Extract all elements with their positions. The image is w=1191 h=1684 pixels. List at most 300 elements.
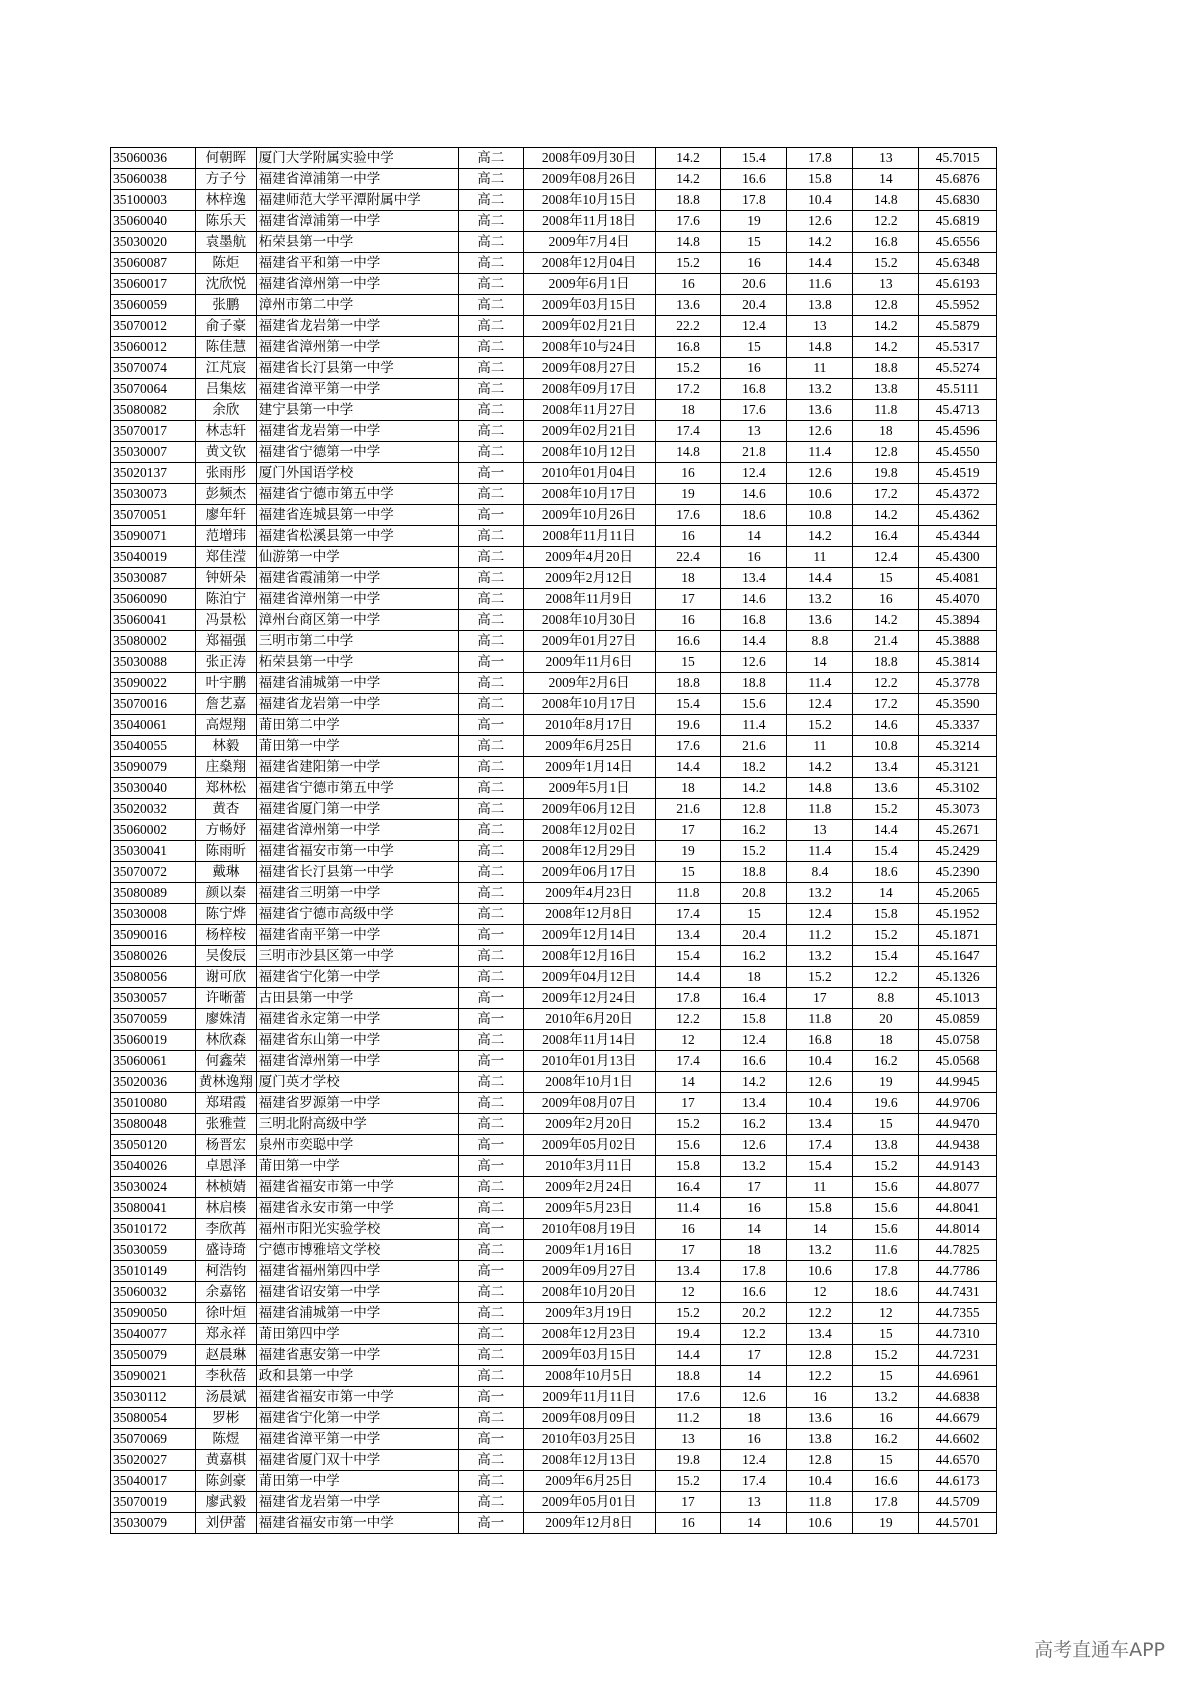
candidate-id-cell: 35060038 <box>111 169 196 190</box>
student-name-cell: 林启楱 <box>196 1198 257 1219</box>
score-4-cell: 18.8 <box>853 652 919 673</box>
student-name-cell: 方畅妤 <box>196 820 257 841</box>
grade-cell: 高二 <box>458 379 523 400</box>
score-2-cell: 12.4 <box>721 463 787 484</box>
candidate-id-cell: 35080054 <box>111 1408 196 1429</box>
school-cell: 仙游第一中学 <box>256 547 458 568</box>
score-2-cell: 15.6 <box>721 694 787 715</box>
total-score-cell: 45.3337 <box>919 715 997 736</box>
table-row <box>111 379 997 400</box>
score-3-cell: 13.2 <box>787 946 853 967</box>
score-1-cell: 15.4 <box>655 946 721 967</box>
birth-date-cell: 2009年08月27日 <box>523 358 655 379</box>
score-2-cell: 21.6 <box>721 736 787 757</box>
score-3-cell: 13.2 <box>787 379 853 400</box>
grade-cell: 高一 <box>458 1513 523 1534</box>
score-3-cell: 12.8 <box>787 1345 853 1366</box>
score-4-cell: 18.6 <box>853 862 919 883</box>
score-1-cell: 18.8 <box>655 1366 721 1387</box>
grade-cell: 高二 <box>458 967 523 988</box>
grade-cell: 高二 <box>458 169 523 190</box>
total-score-cell: 45.1952 <box>919 904 997 925</box>
candidate-id-cell: 35060061 <box>111 1051 196 1072</box>
score-1-cell: 17 <box>655 1093 721 1114</box>
table-row <box>111 841 997 862</box>
student-name-cell: 张雨彤 <box>196 463 257 484</box>
total-score-cell: 45.3214 <box>919 736 997 757</box>
score-3-cell: 12.2 <box>787 1303 853 1324</box>
score-2-cell: 16 <box>721 547 787 568</box>
total-score-cell: 45.5952 <box>919 295 997 316</box>
score-1-cell: 19.8 <box>655 1450 721 1471</box>
birth-date-cell: 2009年12月8日 <box>523 1513 655 1534</box>
candidate-id-cell: 35080056 <box>111 967 196 988</box>
total-score-cell: 44.6602 <box>919 1429 997 1450</box>
school-cell: 福建省宁德第一中学 <box>256 442 458 463</box>
school-cell: 政和县第一中学 <box>256 1366 458 1387</box>
candidate-id-cell: 35040061 <box>111 715 196 736</box>
score-4-cell: 10.8 <box>853 736 919 757</box>
score-2-cell: 17.8 <box>721 1261 787 1282</box>
score-4-cell: 15.4 <box>853 841 919 862</box>
birth-date-cell: 2008年10月17日 <box>523 484 655 505</box>
score-2-cell: 14.2 <box>721 1072 787 1093</box>
school-cell: 福建省漳浦第一中学 <box>256 211 458 232</box>
student-name-cell: 余嘉铭 <box>196 1282 257 1303</box>
birth-date-cell: 2008年12月04日 <box>523 253 655 274</box>
student-name-cell: 陈雨昕 <box>196 841 257 862</box>
school-cell: 福建省漳州第一中学 <box>256 337 458 358</box>
score-sheet <box>110 147 997 1534</box>
student-name-cell: 张雅萱 <box>196 1114 257 1135</box>
score-3-cell: 11 <box>787 736 853 757</box>
score-2-cell: 16 <box>721 253 787 274</box>
birth-date-cell: 2009年02月21日 <box>523 316 655 337</box>
grade-cell: 高一 <box>458 1051 523 1072</box>
table-row <box>111 1450 997 1471</box>
grade-cell: 高二 <box>458 946 523 967</box>
score-3-cell: 17 <box>787 988 853 1009</box>
total-score-cell: 45.1013 <box>919 988 997 1009</box>
birth-date-cell: 2008年10月15日 <box>523 190 655 211</box>
school-cell: 漳州台商区第一中学 <box>256 610 458 631</box>
score-1-cell: 12.2 <box>655 1009 721 1030</box>
student-name-cell: 杨梓桉 <box>196 925 257 946</box>
score-1-cell: 14.2 <box>655 169 721 190</box>
table-row <box>111 778 997 799</box>
score-3-cell: 13.6 <box>787 610 853 631</box>
score-3-cell: 11 <box>787 358 853 379</box>
birth-date-cell: 2009年08月09日 <box>523 1408 655 1429</box>
score-3-cell: 12.2 <box>787 1366 853 1387</box>
student-name-cell: 吕集炫 <box>196 379 257 400</box>
student-name-cell: 廖姝清 <box>196 1009 257 1030</box>
student-name-cell: 陈煜 <box>196 1429 257 1450</box>
birth-date-cell: 2009年09月27日 <box>523 1261 655 1282</box>
birth-date-cell: 2008年11月18日 <box>523 211 655 232</box>
student-name-cell: 林欣森 <box>196 1030 257 1051</box>
score-2-cell: 14.4 <box>721 631 787 652</box>
grade-cell: 高二 <box>458 1114 523 1135</box>
school-cell: 漳州市第二中学 <box>256 295 458 316</box>
score-1-cell: 15.2 <box>655 358 721 379</box>
table-row <box>111 547 997 568</box>
score-2-cell: 15.2 <box>721 841 787 862</box>
table-row <box>111 589 997 610</box>
grade-cell: 高二 <box>458 1450 523 1471</box>
score-3-cell: 13.2 <box>787 883 853 904</box>
total-score-cell: 44.5709 <box>919 1492 997 1513</box>
score-1-cell: 15.2 <box>655 1303 721 1324</box>
student-name-cell: 卓恩泽 <box>196 1156 257 1177</box>
score-2-cell: 14.2 <box>721 778 787 799</box>
birth-date-cell: 2009年2月6日 <box>523 673 655 694</box>
score-3-cell: 10.4 <box>787 1471 853 1492</box>
candidate-id-cell: 35070072 <box>111 862 196 883</box>
score-3-cell: 11.8 <box>787 799 853 820</box>
total-score-cell: 44.9438 <box>919 1135 997 1156</box>
student-name-cell: 罗彬 <box>196 1408 257 1429</box>
grade-cell: 高一 <box>458 505 523 526</box>
score-3-cell: 10.6 <box>787 1261 853 1282</box>
score-3-cell: 14.2 <box>787 757 853 778</box>
score-4-cell: 15 <box>853 568 919 589</box>
student-name-cell: 何朝晖 <box>196 148 257 169</box>
score-1-cell: 18 <box>655 568 721 589</box>
grade-cell: 高一 <box>458 1009 523 1030</box>
birth-date-cell: 2008年10月1日 <box>523 1072 655 1093</box>
birth-date-cell: 2009年7月4日 <box>523 232 655 253</box>
score-4-cell: 14.8 <box>853 190 919 211</box>
student-name-cell: 林志轩 <box>196 421 257 442</box>
grade-cell: 高二 <box>458 1492 523 1513</box>
score-2-cell: 16.8 <box>721 610 787 631</box>
birth-date-cell: 2010年08月19日 <box>523 1219 655 1240</box>
score-1-cell: 15.4 <box>655 694 721 715</box>
birth-date-cell: 2008年12月23日 <box>523 1324 655 1345</box>
birth-date-cell: 2008年12月02日 <box>523 820 655 841</box>
candidate-id-cell: 35040055 <box>111 736 196 757</box>
school-cell: 莆田第四中学 <box>256 1324 458 1345</box>
score-3-cell: 12.4 <box>787 694 853 715</box>
school-cell: 福建省龙岩第一中学 <box>256 421 458 442</box>
table-row <box>111 1282 997 1303</box>
table-row <box>111 148 997 169</box>
table-row <box>111 610 997 631</box>
score-3-cell: 12.6 <box>787 211 853 232</box>
score-1-cell: 11.2 <box>655 1408 721 1429</box>
score-4-cell: 16.2 <box>853 1051 919 1072</box>
table-row <box>111 484 997 505</box>
score-4-cell: 14.4 <box>853 820 919 841</box>
score-2-cell: 16.2 <box>721 820 787 841</box>
total-score-cell: 45.0568 <box>919 1051 997 1072</box>
student-name-cell: 郑珺霞 <box>196 1093 257 1114</box>
score-1-cell: 17 <box>655 820 721 841</box>
grade-cell: 高一 <box>458 1219 523 1240</box>
grade-cell: 高二 <box>458 1471 523 1492</box>
candidate-id-cell: 35080089 <box>111 883 196 904</box>
score-2-cell: 17.6 <box>721 400 787 421</box>
school-cell: 福建省松溪县第一中学 <box>256 526 458 547</box>
student-name-cell: 郑林松 <box>196 778 257 799</box>
grade-cell: 高一 <box>458 1261 523 1282</box>
candidate-id-cell: 35070017 <box>111 421 196 442</box>
school-cell: 厦门外国语学校 <box>256 463 458 484</box>
score-3-cell: 10.4 <box>787 1051 853 1072</box>
grade-cell: 高二 <box>458 589 523 610</box>
total-score-cell: 45.3590 <box>919 694 997 715</box>
score-4-cell: 16.2 <box>853 1429 919 1450</box>
school-cell: 福建省漳州第一中学 <box>256 1051 458 1072</box>
score-4-cell: 15.6 <box>853 1219 919 1240</box>
score-1-cell: 19.6 <box>655 715 721 736</box>
table-row <box>111 1324 997 1345</box>
score-1-cell: 17.6 <box>655 505 721 526</box>
score-3-cell: 14.8 <box>787 778 853 799</box>
score-4-cell: 18.8 <box>853 358 919 379</box>
score-1-cell: 16.8 <box>655 337 721 358</box>
total-score-cell: 45.3121 <box>919 757 997 778</box>
score-4-cell: 20 <box>853 1009 919 1030</box>
grade-cell: 高一 <box>458 1387 523 1408</box>
grade-cell: 高二 <box>458 337 523 358</box>
candidate-id-cell: 35030088 <box>111 652 196 673</box>
score-4-cell: 15.2 <box>853 799 919 820</box>
score-1-cell: 13.4 <box>655 1261 721 1282</box>
score-3-cell: 10.6 <box>787 484 853 505</box>
candidate-id-cell: 35090022 <box>111 673 196 694</box>
score-3-cell: 10.4 <box>787 1093 853 1114</box>
score-3-cell: 12.8 <box>787 1450 853 1471</box>
birth-date-cell: 2009年11月6日 <box>523 652 655 673</box>
school-cell: 福建省惠安第一中学 <box>256 1345 458 1366</box>
score-3-cell: 10.6 <box>787 1513 853 1534</box>
school-cell: 福建省漳州第一中学 <box>256 820 458 841</box>
student-name-cell: 廖武毅 <box>196 1492 257 1513</box>
table-row <box>111 736 997 757</box>
birth-date-cell: 2009年1月14日 <box>523 757 655 778</box>
birth-date-cell: 2009年6月1日 <box>523 274 655 295</box>
total-score-cell: 45.5274 <box>919 358 997 379</box>
score-2-cell: 13.4 <box>721 568 787 589</box>
student-name-cell: 谢可欣 <box>196 967 257 988</box>
table-row <box>111 295 997 316</box>
grade-cell: 高二 <box>458 799 523 820</box>
student-name-cell: 沈欣悦 <box>196 274 257 295</box>
school-cell: 福建省漳平第一中学 <box>256 1429 458 1450</box>
score-1-cell: 13.4 <box>655 925 721 946</box>
birth-date-cell: 2010年01月13日 <box>523 1051 655 1072</box>
birth-date-cell: 2009年01月27日 <box>523 631 655 652</box>
school-cell: 三明北附高级中学 <box>256 1114 458 1135</box>
grade-cell: 高二 <box>458 148 523 169</box>
school-cell: 福建省罗源第一中学 <box>256 1093 458 1114</box>
score-4-cell: 14.2 <box>853 337 919 358</box>
total-score-cell: 45.3888 <box>919 631 997 652</box>
score-4-cell: 15 <box>853 1324 919 1345</box>
table-row <box>111 253 997 274</box>
score-1-cell: 14.8 <box>655 232 721 253</box>
candidate-id-cell: 35060012 <box>111 337 196 358</box>
school-cell: 福建省连城县第一中学 <box>256 505 458 526</box>
candidate-id-cell: 35070012 <box>111 316 196 337</box>
score-1-cell: 14.4 <box>655 967 721 988</box>
total-score-cell: 44.9945 <box>919 1072 997 1093</box>
score-1-cell: 11.8 <box>655 883 721 904</box>
school-cell: 莆田第一中学 <box>256 1471 458 1492</box>
score-3-cell: 11.4 <box>787 442 853 463</box>
score-2-cell: 16.4 <box>721 988 787 1009</box>
total-score-cell: 45.6876 <box>919 169 997 190</box>
school-cell: 福州市阳光实验学校 <box>256 1219 458 1240</box>
score-3-cell: 13.6 <box>787 1408 853 1429</box>
score-1-cell: 15.2 <box>655 1114 721 1135</box>
score-1-cell: 18 <box>655 778 721 799</box>
score-1-cell: 18.8 <box>655 190 721 211</box>
total-score-cell: 44.8041 <box>919 1198 997 1219</box>
table-row <box>111 1114 997 1135</box>
grade-cell: 高二 <box>458 1303 523 1324</box>
student-name-cell: 盛诗琦 <box>196 1240 257 1261</box>
birth-date-cell: 2008年10月12日 <box>523 442 655 463</box>
score-4-cell: 15.2 <box>853 1156 919 1177</box>
score-4-cell: 12.8 <box>853 295 919 316</box>
birth-date-cell: 2008年11月9日 <box>523 589 655 610</box>
score-4-cell: 18.6 <box>853 1282 919 1303</box>
candidate-id-cell: 35070019 <box>111 1492 196 1513</box>
total-score-cell: 45.1871 <box>919 925 997 946</box>
school-cell: 柘荣县第一中学 <box>256 652 458 673</box>
table-row <box>111 211 997 232</box>
score-3-cell: 11.2 <box>787 925 853 946</box>
school-cell: 建宁县第一中学 <box>256 400 458 421</box>
score-2-cell: 15.8 <box>721 1009 787 1030</box>
score-2-cell: 16 <box>721 358 787 379</box>
table-row <box>111 1240 997 1261</box>
table-row <box>111 1177 997 1198</box>
candidate-id-cell: 35090016 <box>111 925 196 946</box>
total-score-cell: 45.3073 <box>919 799 997 820</box>
total-score-cell: 45.4300 <box>919 547 997 568</box>
score-3-cell: 12.6 <box>787 1072 853 1093</box>
score-2-cell: 18 <box>721 1240 787 1261</box>
candidate-id-cell: 35060041 <box>111 610 196 631</box>
birth-date-cell: 2010年01月04日 <box>523 463 655 484</box>
school-cell: 福建省宁德市高级中学 <box>256 904 458 925</box>
score-3-cell: 13.4 <box>787 1324 853 1345</box>
table-row <box>111 1261 997 1282</box>
score-4-cell: 15.2 <box>853 1345 919 1366</box>
candidate-id-cell: 35080041 <box>111 1198 196 1219</box>
score-4-cell: 13 <box>853 274 919 295</box>
total-score-cell: 45.4070 <box>919 589 997 610</box>
birth-date-cell: 2008年12月8日 <box>523 904 655 925</box>
student-name-cell: 詹艺嘉 <box>196 694 257 715</box>
score-1-cell: 11.4 <box>655 1198 721 1219</box>
student-name-cell: 俞子豪 <box>196 316 257 337</box>
score-4-cell: 15 <box>853 1450 919 1471</box>
score-1-cell: 17.4 <box>655 1051 721 1072</box>
candidate-id-cell: 35030059 <box>111 1240 196 1261</box>
birth-date-cell: 2009年2月12日 <box>523 568 655 589</box>
student-name-cell: 郑永祥 <box>196 1324 257 1345</box>
score-3-cell: 13.4 <box>787 1114 853 1135</box>
birth-date-cell: 2008年10月30日 <box>523 610 655 631</box>
total-score-cell: 45.1326 <box>919 967 997 988</box>
school-cell: 宁德市博雅培文学校 <box>256 1240 458 1261</box>
school-cell: 福建省平和第一中学 <box>256 253 458 274</box>
score-2-cell: 17 <box>721 1177 787 1198</box>
birth-date-cell: 2009年12月14日 <box>523 925 655 946</box>
score-1-cell: 19.4 <box>655 1324 721 1345</box>
candidate-id-cell: 35030008 <box>111 904 196 925</box>
school-cell: 福建省福安市第一中学 <box>256 841 458 862</box>
score-2-cell: 17.4 <box>721 1471 787 1492</box>
score-4-cell: 15.4 <box>853 946 919 967</box>
score-2-cell: 14.6 <box>721 484 787 505</box>
student-name-cell: 高煜翔 <box>196 715 257 736</box>
candidate-id-cell: 35070074 <box>111 358 196 379</box>
score-4-cell: 13.2 <box>853 1387 919 1408</box>
score-1-cell: 12 <box>655 1030 721 1051</box>
total-score-cell: 45.4362 <box>919 505 997 526</box>
student-name-cell: 汤晨斌 <box>196 1387 257 1408</box>
total-score-cell: 45.6819 <box>919 211 997 232</box>
total-score-cell: 45.3778 <box>919 673 997 694</box>
score-4-cell: 16 <box>853 589 919 610</box>
score-3-cell: 13 <box>787 316 853 337</box>
total-score-cell: 44.9706 <box>919 1093 997 1114</box>
score-3-cell: 16.8 <box>787 1030 853 1051</box>
school-cell: 福建省福安市第一中学 <box>256 1513 458 1534</box>
grade-cell: 高二 <box>458 904 523 925</box>
grade-cell: 高一 <box>458 652 523 673</box>
score-3-cell: 10.4 <box>787 190 853 211</box>
total-score-cell: 45.6193 <box>919 274 997 295</box>
score-4-cell: 19.6 <box>853 1093 919 1114</box>
score-3-cell: 10.8 <box>787 505 853 526</box>
candidate-id-cell: 35050079 <box>111 1345 196 1366</box>
total-score-cell: 45.3894 <box>919 610 997 631</box>
score-2-cell: 16.6 <box>721 1051 787 1072</box>
score-1-cell: 17.2 <box>655 379 721 400</box>
student-name-cell: 林毅 <box>196 736 257 757</box>
total-score-cell: 45.5317 <box>919 337 997 358</box>
table-row <box>111 673 997 694</box>
school-cell: 福建省永安市第一中学 <box>256 1198 458 1219</box>
birth-date-cell: 2009年6月25日 <box>523 736 655 757</box>
birth-date-cell: 2009年5月1日 <box>523 778 655 799</box>
table-row <box>111 925 997 946</box>
candidate-id-cell: 35070016 <box>111 694 196 715</box>
student-name-cell: 徐叶烜 <box>196 1303 257 1324</box>
score-2-cell: 13.2 <box>721 1156 787 1177</box>
score-4-cell: 14.2 <box>853 505 919 526</box>
score-2-cell: 13 <box>721 421 787 442</box>
score-2-cell: 16.6 <box>721 1282 787 1303</box>
table-row <box>111 1366 997 1387</box>
score-1-cell: 14 <box>655 1072 721 1093</box>
birth-date-cell: 2009年3月19日 <box>523 1303 655 1324</box>
score-2-cell: 12.4 <box>721 1450 787 1471</box>
birth-date-cell: 2009年11月11日 <box>523 1387 655 1408</box>
score-4-cell: 13 <box>853 148 919 169</box>
score-4-cell: 15.2 <box>853 925 919 946</box>
school-cell: 柘荣县第一中学 <box>256 232 458 253</box>
table-row <box>111 1345 997 1366</box>
student-name-cell: 颜以秦 <box>196 883 257 904</box>
